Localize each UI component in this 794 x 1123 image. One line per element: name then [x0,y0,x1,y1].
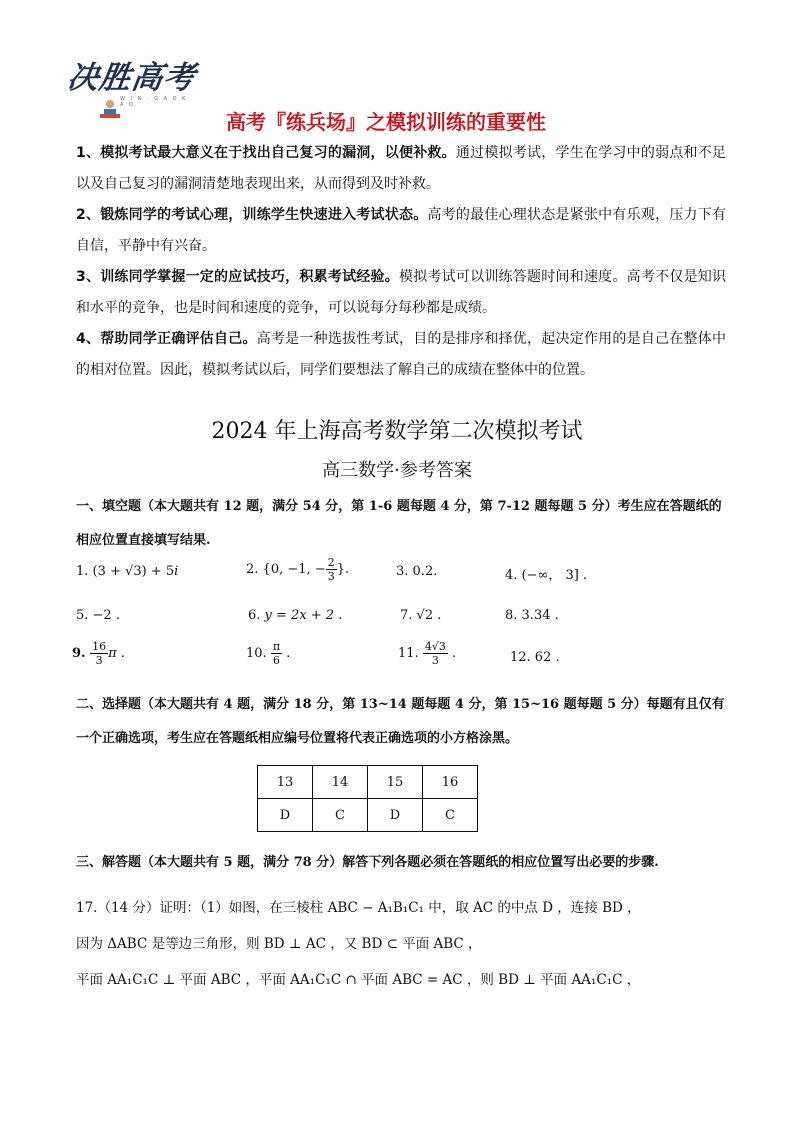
fraction: $\frac{16}{3}$ [92,640,107,667]
answer-8: 8. 3.34 . [505,608,559,623]
intro-text-1: 通过模拟考试，学生在学习中的弱点和不足以及自己复习的漏洞清楚地表现出来，从而得到及时补救。 [76,145,726,192]
fraction: $\frac{\pi}{6}$ [272,640,281,667]
fraction: $\frac{4√3}{3}$ [424,640,446,667]
answer-12: 12. 62 . [510,650,560,665]
logo-subtext: W I N · G A O K A O [120,96,188,108]
intro-paragraph-2 [76,200,726,262]
answer-10: 10. $\frac{\pi}{6}$ . [246,640,291,667]
answer-6: 6. y = 2x + 2 . [248,608,343,623]
answer-table [257,765,478,832]
intro-point-1: 1、模拟考试最大意义在于找出自己复习的漏洞，以便补救。 [76,145,456,161]
table-cell: 15 [368,766,423,799]
logo [64,52,199,132]
table-cell: D [368,799,423,832]
table-cell: 16 [423,766,478,799]
section-1-heading: 一、填空题（本大题共有 12 题，满分 54 分，第 1-6 题每题 4 分，第 7-12 题每题 5 分）考生应在答题纸的相应位置直接填写结果. [76,499,722,548]
section-3-heading: 三、解答题（本大题共有 5 题，满分 78 分）解答下列各题必须在答题纸的相应位置写出必要的步骤. [76,855,659,870]
exam-subtitle: 高三数学·参考答案 [322,460,472,481]
exam-title: 2024 年上海高考数学第二次模拟考试 [211,419,583,444]
table-cell: D [258,799,313,832]
answer-9: 9. $\frac{16}{3}$ π . [72,640,125,667]
intro-text-4: 高考是一种选拔性考试，目的是排序和择优，起决定作用的是自己在整体中的相对位置。因此，模拟考试以后，同学们要想法了解自己的成绩在整体中的位置。 [76,331,726,378]
page-title: 高考『练兵场』之模拟训练的重要性 [226,110,546,134]
table-cell: 14 [313,766,368,799]
answer-2: 2. {0, −1, − $\frac{2}{3}$ }. [246,556,350,583]
answer-3: 3. 0.2. [396,564,438,579]
answer-5: 5. −2 . [76,608,120,623]
answer-1: 1. (3 + √3) + 5i [76,564,179,579]
solution-line-3: 平面 AA₁C₁C ⊥ 平面 ABC ，平面 AA₁C₁C ∩ 平面 ABC = AC ，则 BD ⊥ 平面 AA₁C₁C ， [76,972,641,988]
table-cell: C [423,799,478,832]
answer-11: 11. $\frac{4√3}{3}$ . [398,640,457,667]
intro-text-3: 模拟考试可以训练答题时间和速度。高考不仅是知识和水平的竞争，也是时间和速度的竞争，可以说每分每秒都是成绩。 [76,269,726,316]
table-cell: C [313,799,368,832]
intro-paragraph-1 [76,138,726,200]
table-row [258,766,478,799]
intro-point-4: 4、帮助同学正确评估自己。 [76,331,257,347]
intro-paragraph-3 [76,262,726,324]
student-reading-icon [98,98,122,120]
table-row [258,799,478,832]
logo-text: 决胜高考 [64,60,199,96]
solution-line-1: 17.（14 分）证明：（1）如图，在三棱柱 ABC − A₁B₁C₁ 中，取 AC 的中点 D ，连接 BD ， [76,900,641,916]
section-2-heading: 二、选择题（本大题共有 4 题，满分 18 分，第 13~14 题每题 4 分，第 15~16 题每题 5 分）每题有且仅有一个正确选项，考生应在答题纸相应编号位置将代表正确选项的小方格涂黑。 [76,697,725,746]
answer-4: 4. (−∞， 3] . [505,568,588,583]
table-cell: 13 [258,766,313,799]
intro-paragraph-4 [76,324,726,386]
answer-7: 7. √2 . [400,608,442,623]
fraction: $\frac{2}{3}$ [327,556,335,583]
intro-text-2: 高考的最佳心理状态是紧张中有乐观，压力下有自信，平静中有兴奋。 [76,207,726,254]
solution-line-2: 因为 ΔABC 是等边三角形，则 BD ⊥ AC ，又 BD ⊂ 平面 ABC ， [76,936,482,952]
intro-point-2: 2、锻炼同学的考试心理，训练学生快速进入考试状态。 [76,207,428,223]
intro-point-3: 3、训练同学掌握一定的应试技巧，积累考试经验。 [76,269,399,285]
